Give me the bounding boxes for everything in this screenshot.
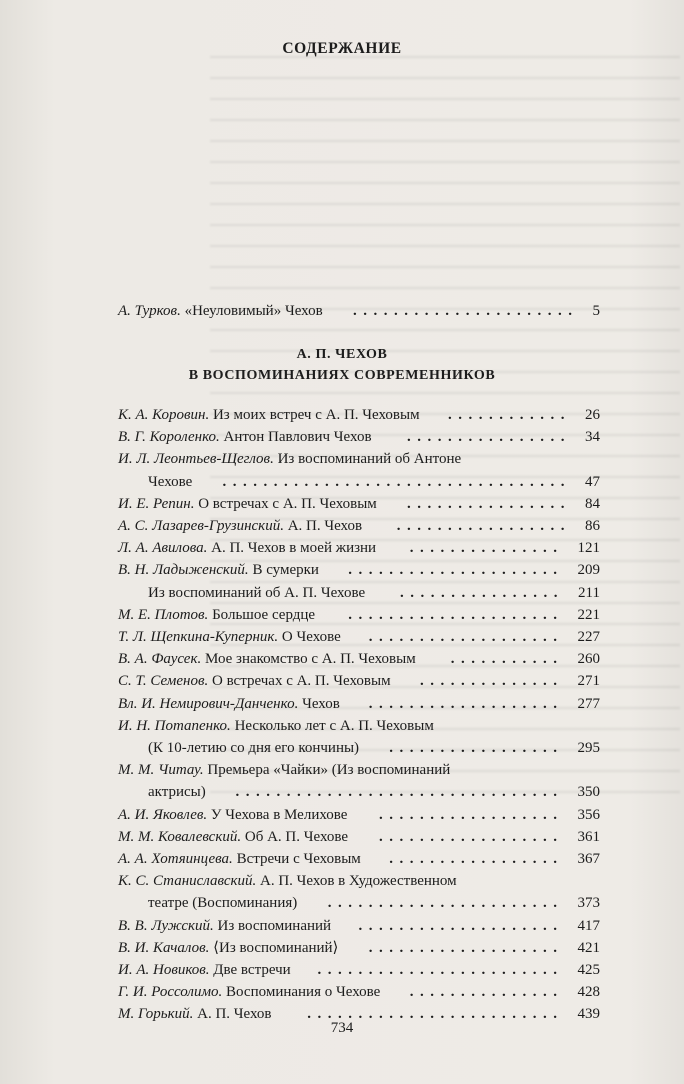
entry-author: И. А. Новиков. xyxy=(118,962,210,978)
toc-entry xyxy=(118,915,600,937)
toc-entry xyxy=(118,493,600,515)
leader-dots: ................ xyxy=(407,496,571,512)
entry-title: О Чехове xyxy=(281,629,341,645)
section-title-2: В ВОСПОМИНАНИЯХ СОВРЕМЕННИКОВ xyxy=(188,368,496,383)
toc-entry-continuation xyxy=(148,737,600,759)
entry-title: ⟨Из воспоминаний⟩ xyxy=(213,940,339,956)
entry-author: В. Г. Короленко. xyxy=(118,429,220,445)
entry-page-number: 425 xyxy=(577,962,600,978)
toc-entry xyxy=(118,848,600,870)
entry-title: У Чехова в Мелихове xyxy=(210,807,348,823)
leader-dots: ................. xyxy=(396,518,571,534)
entry-page-number: 277 xyxy=(577,696,600,712)
entry-author: А. И. Яковлев. xyxy=(118,807,208,823)
entry-author: В. В. Лужский. xyxy=(118,918,214,934)
entry-author: И. Е. Репин. xyxy=(118,496,195,512)
toc-entry-continuation xyxy=(148,471,600,493)
entry-page-number: 350 xyxy=(577,784,600,800)
entry-author: В. Н. Ладыженский. xyxy=(118,562,249,578)
entry-title: Об А. П. Чехове xyxy=(244,829,349,845)
page-number: 734 xyxy=(330,1020,354,1036)
intro-title: «Неуловимый» Чехов xyxy=(184,303,323,319)
intro-entry xyxy=(118,300,600,322)
toc-entry xyxy=(118,537,600,559)
entry-title: Антон Павлович Чехов xyxy=(223,429,372,445)
leader-dots: ........................ xyxy=(317,962,564,978)
entry-title-continuation: Чехове xyxy=(148,474,193,490)
entry-title-continuation: (К 10-летию со дня его кончины) xyxy=(148,740,360,756)
entry-author: А. С. Лазарев-Грузинский. xyxy=(118,518,284,534)
entry-page-number: 295 xyxy=(577,740,600,756)
leader-dots: ................................ xyxy=(235,784,564,800)
intro-author: А. Турков. xyxy=(118,303,181,319)
toc-entry xyxy=(118,604,600,626)
toc-entry xyxy=(118,870,600,892)
toc-entry-continuation xyxy=(148,892,600,914)
entry-title: Из воспоминаний об Антоне xyxy=(277,451,462,467)
entry-page-number: 86 xyxy=(585,518,600,534)
entry-title-continuation: актрисы) xyxy=(148,784,206,800)
entry-title: А. П. Чехов в Художественном xyxy=(260,873,457,889)
entry-author: К. С. Станиславский. xyxy=(118,873,257,889)
entry-title: О встречах с А. П. Чеховым xyxy=(211,673,391,689)
toc-entry xyxy=(118,804,600,826)
entry-author: И. Н. Потапенко. xyxy=(118,718,231,734)
entry-author: В. А. Фаусек. xyxy=(118,651,202,667)
leader-dots: ............... xyxy=(409,540,564,556)
entry-author: Л. А. Авилова. xyxy=(118,540,208,556)
intro-page-number: 5 xyxy=(592,303,600,319)
section-title-1: А. П. ЧЕХОВ xyxy=(296,347,388,362)
leader-dots: .................... xyxy=(358,918,564,934)
entry-author: М. М. Ковалевский. xyxy=(118,829,242,845)
entry-title: А. П. Чехов xyxy=(197,1006,272,1022)
entry-page-number: 361 xyxy=(577,829,600,845)
leader-dots: ..................... xyxy=(348,607,564,623)
entry-title: О встречах с А. П. Чеховым xyxy=(198,496,377,512)
entry-title-continuation: театре (Воспоминания) xyxy=(148,895,298,911)
leader-dots: ................. xyxy=(389,740,564,756)
leader-dots: ....................... xyxy=(327,895,564,911)
entry-author: Г. И. Россолимо. xyxy=(118,984,223,1000)
entry-page-number: 121 xyxy=(577,540,600,556)
leader-dots: .................. xyxy=(379,807,564,823)
entry-author: И. Л. Леонтьев-Щеглов. xyxy=(118,451,274,467)
leader-dots: ............ xyxy=(448,407,571,423)
entry-author: Т. Л. Щепкина-Куперник. xyxy=(118,629,279,645)
toc-entry-continuation xyxy=(148,781,600,803)
entry-title: Несколько лет с А. П. Чеховым xyxy=(234,718,434,734)
entry-page-number: 417 xyxy=(577,918,600,934)
leader-dots: ................... xyxy=(368,696,564,712)
entry-title: Из моих встреч с А. П. Чеховым xyxy=(212,407,420,423)
toc-entry xyxy=(118,693,600,715)
entry-title: Премьера «Чайки» (Из воспоминаний xyxy=(207,762,451,778)
leader-dots: ................. xyxy=(389,851,564,867)
toc-entry xyxy=(118,426,600,448)
entry-title: Встречи с Чеховым xyxy=(236,851,361,867)
entry-author: Вл. И. Немирович-Данченко. xyxy=(118,696,299,712)
leader-dots: ................ xyxy=(400,585,565,601)
entry-title: А. П. Чехов xyxy=(287,518,363,534)
entry-page-number: 367 xyxy=(577,851,600,867)
leader-dots: ......................... xyxy=(307,1006,564,1022)
page-title: СОДЕРЖАНИЕ xyxy=(282,40,402,57)
toc-entry xyxy=(118,404,600,426)
entry-title: Две встречи xyxy=(213,962,291,978)
leader-dots: ........... xyxy=(450,651,564,667)
entry-author: М. Е. Плотов. xyxy=(118,607,209,623)
toc-entry xyxy=(118,626,600,648)
entry-page-number: 47 xyxy=(585,474,600,490)
entry-page-number: 84 xyxy=(585,496,600,512)
entry-author: С. Т. Семенов. xyxy=(118,673,209,689)
entry-author: М. Горький. xyxy=(118,1006,194,1022)
toc-entry xyxy=(148,582,600,604)
entry-page-number: 211 xyxy=(578,585,600,601)
leader-dots: ............... xyxy=(409,984,564,1000)
entry-title: Из воспоминаний xyxy=(217,918,332,934)
toc-entry xyxy=(118,981,600,1003)
entry-page-number: 209 xyxy=(577,562,600,578)
toc-entry xyxy=(118,559,600,581)
entry-page-number: 271 xyxy=(577,673,600,689)
entry-author: М. М. Читау. xyxy=(118,762,204,778)
toc-entry xyxy=(118,670,600,692)
toc-entry xyxy=(118,959,600,981)
entry-author: К. А. Коровин. xyxy=(118,407,210,423)
entry-page-number: 227 xyxy=(577,629,600,645)
entry-page-number: 356 xyxy=(577,807,600,823)
entry-title: Чехов xyxy=(302,696,340,712)
entry-title: Мое знакомство с А. П. Чеховым xyxy=(204,651,416,667)
entry-page-number: 34 xyxy=(585,429,600,445)
entry-page-number: 221 xyxy=(577,607,600,623)
leader-dots: .................. xyxy=(379,829,564,845)
leader-dots: ..................... xyxy=(348,562,564,578)
leader-dots: ................... xyxy=(368,629,564,645)
toc-entry xyxy=(118,937,600,959)
entry-page-number: 421 xyxy=(577,940,600,956)
toc-entry xyxy=(118,648,600,670)
entry-author: А. А. Хотяинцева. xyxy=(118,851,233,867)
entry-title: А. П. Чехов в моей жизни xyxy=(211,540,377,556)
entry-page-number: 428 xyxy=(577,984,600,1000)
entry-title: Большое сердце xyxy=(212,607,316,623)
entry-page-number: 26 xyxy=(585,407,600,423)
entry-page-number: 439 xyxy=(577,1006,600,1022)
toc-entry xyxy=(118,826,600,848)
leader-dots: ...................... xyxy=(353,303,579,319)
entry-author: В. И. Качалов. xyxy=(118,940,210,956)
toc-entry xyxy=(118,448,600,470)
toc-entry xyxy=(118,515,600,537)
entry-page-number: 260 xyxy=(577,651,600,667)
entry-page-number: 373 xyxy=(577,895,600,911)
toc-entry xyxy=(118,759,600,781)
leader-dots: ................... xyxy=(368,940,564,956)
leader-dots: .................................. xyxy=(222,474,571,490)
leader-dots: .............. xyxy=(420,673,564,689)
toc-entry xyxy=(118,715,600,737)
entry-title: Воспоминания о Чехове xyxy=(226,984,381,1000)
leader-dots: ................ xyxy=(407,429,571,445)
entry-title: В сумерки xyxy=(252,562,319,578)
entry-title: Из воспоминаний об А. П. Чехове xyxy=(148,585,366,601)
